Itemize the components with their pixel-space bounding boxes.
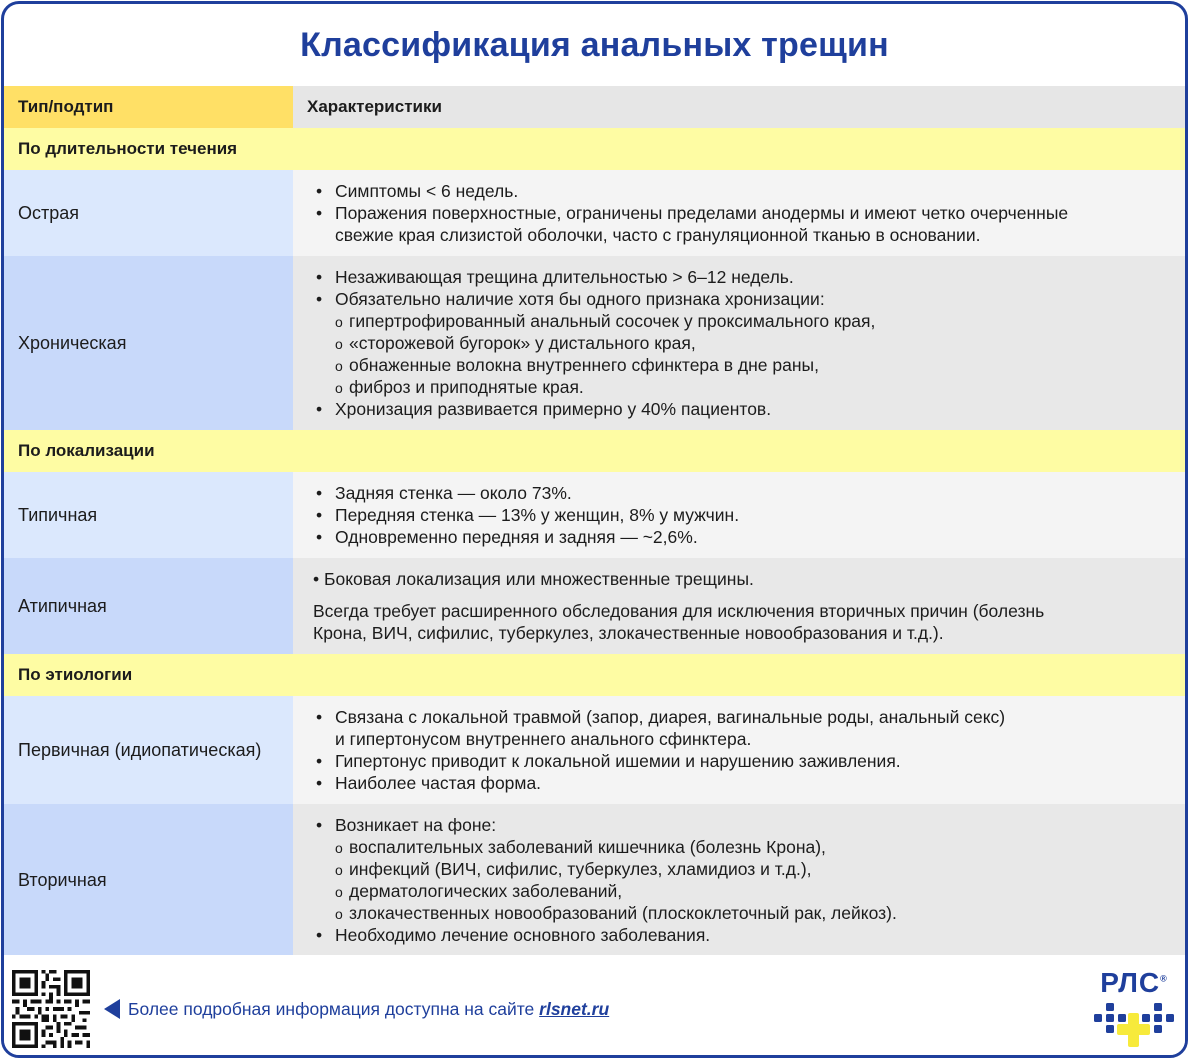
footer-text: Более подробная информация доступна на сайте: [128, 999, 540, 1019]
section-title: По длительности течения: [4, 128, 1185, 170]
footer: [4, 955, 1185, 1055]
list-item: • Наиболее частая форма.: [313, 772, 1169, 794]
table-row: [4, 170, 1185, 256]
header-characteristics: Характеристики: [293, 86, 1185, 128]
sub-list-item: o дерматологических заболеваний,: [335, 880, 1169, 902]
row-name-typical: Типичная: [4, 472, 293, 558]
list-item: • Задняя стенка — около 73%.: [313, 482, 1169, 504]
list-item: • Гипертонус приводит к локальной ишемии и нарушению заживления.: [313, 750, 1169, 772]
page-title: Классификация анальных трещин: [300, 25, 889, 64]
table-row: [4, 472, 1185, 558]
rlsnet-link[interactable]: rlsnet.ru: [539, 999, 610, 1019]
sub-list-item: o злокачественных новообразований (плоскоклеточный рак, лейкоз).: [335, 902, 1169, 924]
section-title: По этиологии: [4, 654, 1185, 696]
list-item: • Связана с локальной травмой (запор, диарея, вагинальные роды, анальный секс) и гипертонусом внутреннего анального сфинктера.: [313, 706, 1169, 750]
logo-crosses-icon: [1091, 1001, 1177, 1049]
list-item: • Поражения поверхностные, ограничены пределами анодермы и имеют четко очерченные свежие края слизистой оболочки, часто с грануляционной тканью в основании.: [313, 202, 1169, 246]
list-item: • Одновременно передняя и задняя — ~2,6%.: [313, 526, 1169, 548]
section-title: По локализации: [4, 430, 1185, 472]
table-row: [4, 696, 1185, 804]
classification-table: [4, 86, 1185, 956]
list-item: • Передняя стенка — 13% у женщин, 8% у мужчин.: [313, 504, 1169, 526]
list-item: • Обязательно наличие хотя бы одного признака хронизации: o гипертрофированный анальный сосочек у проксимального края, o «сторожевой бугорок» у дистального края, o обнаженные волокна внутреннего сфинктера в дне раны, o фиброз и приподнятые края.: [313, 288, 1169, 398]
table-row: [4, 558, 1185, 654]
list-item: • Возникает на фоне: o воспалительных заболеваний кишечника (болезнь Крона), o инфекций (ВИЧ, сифилис, туберкулез, хламидиоз и т.д.), o дерматологических заболеваний, o злокачественных новообразований (плоскоклеточный рак, лейкоз).: [313, 814, 1169, 924]
sub-list-item: o воспалительных заболеваний кишечника (болезнь Крона),: [335, 836, 1169, 858]
atypical-note: Всегда требует расширенного обследования для исключения вторичных причин (болезнь Крона, ВИЧ, сифилис, туберкулез, злокачественные новообразования и т.д.).: [313, 601, 1045, 643]
infographic-frame: [1, 1, 1188, 1058]
section-row-etiology: [4, 654, 1185, 696]
header-type: Тип/подтип: [4, 86, 293, 128]
sub-list-item: o инфекций (ВИЧ, сифилис, туберкулез, хламидиоз и т.д.),: [335, 858, 1169, 880]
row-name-atypical: Атипичная: [4, 558, 293, 654]
qr-code-icon[interactable]: [12, 970, 90, 1048]
row-desc-chronic: [293, 256, 1185, 430]
row-desc-secondary: [293, 804, 1185, 956]
sub-list-item: o гипертрофированный анальный сосочек у проксимального края,: [335, 310, 1169, 332]
sub-list-item: o «сторожевой бугорок» у дистального края,: [335, 332, 1169, 354]
list-item: • Симптомы < 6 недель.: [313, 180, 1169, 202]
row-name-chronic: Хроническая: [4, 256, 293, 430]
rls-logo[interactable]: [1091, 967, 1177, 1049]
logo-text: РЛС®: [1100, 967, 1168, 998]
row-name-secondary: Вторичная: [4, 804, 293, 956]
table-header-row: [4, 86, 1185, 128]
sub-list-item: o обнаженные волокна внутреннего сфинктера в дне раны,: [335, 354, 1169, 376]
list-item: • Необходимо лечение основного заболевания.: [313, 924, 1169, 946]
table-row: [4, 256, 1185, 430]
arrow-left-icon: [104, 999, 120, 1019]
row-desc-acute: [293, 170, 1185, 256]
row-name-primary: Первичная (идиопатическая): [4, 696, 293, 804]
sub-list-item: o фиброз и приподнятые края.: [335, 376, 1169, 398]
list-item: • Хронизация развивается примерно у 40% пациентов.: [313, 398, 1169, 420]
row-desc-typical: [293, 472, 1185, 558]
list-item: • Незаживающая трещина длительностью > 6–12 недель.: [313, 266, 1169, 288]
footer-note: [128, 999, 609, 1020]
table-row: [4, 804, 1185, 956]
section-row-location: [4, 430, 1185, 472]
row-desc-atypical: [293, 558, 1185, 654]
row-name-acute: Острая: [4, 170, 293, 256]
atypical-bullet: • Боковая локализация или множественные трещины.: [313, 569, 754, 589]
section-row-duration: [4, 128, 1185, 170]
row-desc-primary: [293, 696, 1185, 804]
